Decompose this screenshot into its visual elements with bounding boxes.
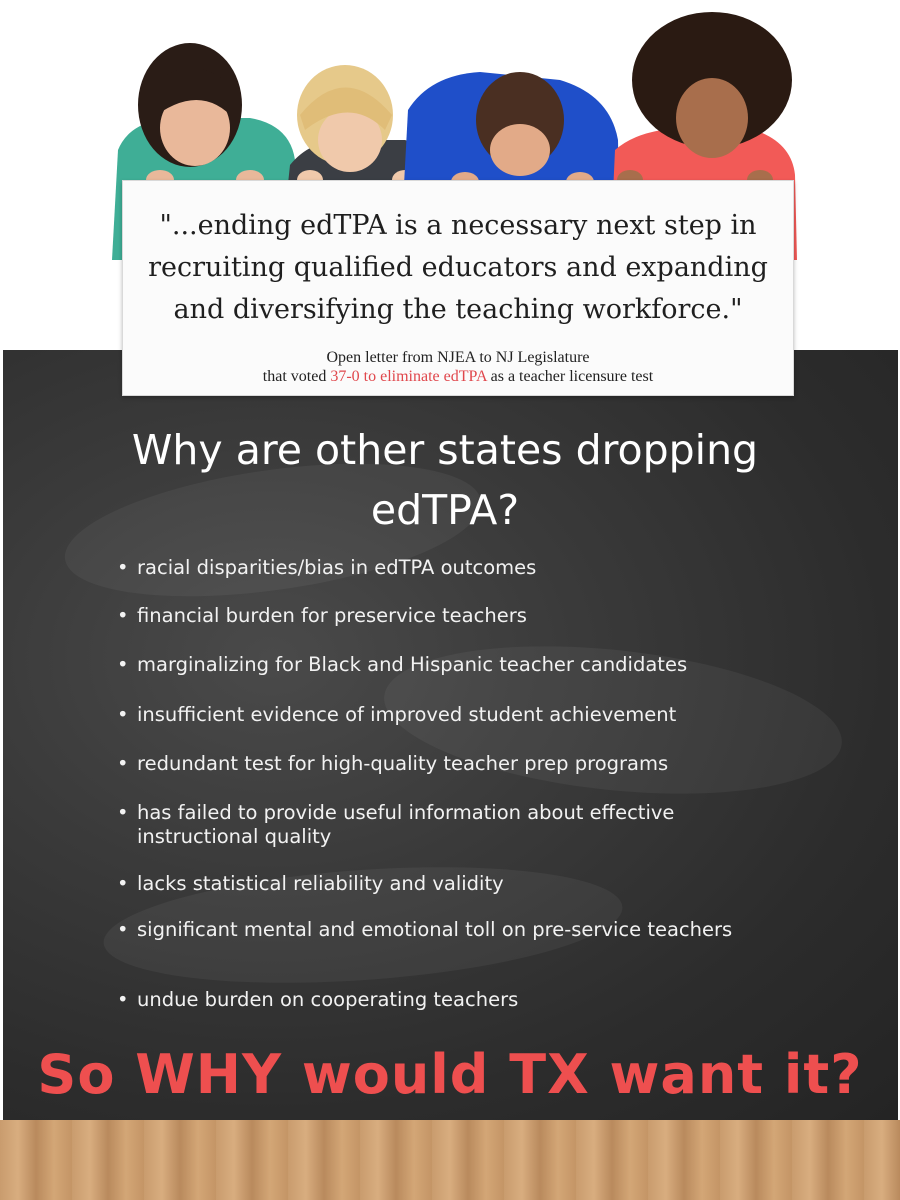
quote-source [123,348,793,386]
quote-sign [122,180,794,396]
reason-item: • redundant test for high-quality teacher prep programs [115,752,837,776]
vote-highlight: 37-0 to eliminate edTPA [330,368,487,385]
reason-item: • undue burden on cooperating teachers [115,988,837,1012]
closing-question: So WHY would TX want it? [37,1043,863,1106]
heading-line-2: edTPA? [370,486,520,534]
reason-item: • financial burden for preservice teachers [115,604,837,628]
heading-line-1: Why are other states dropping [131,426,759,474]
source-line-1: Open letter from NJEA to NJ Legislature [326,349,590,366]
reason-item: • marginalizing for Black and Hispanic teacher candidates [115,653,837,677]
quote-text: "...ending edTPA is a necessary next step in recruiting qualified educators and expanding and diversifying the teaching workforce." [148,210,768,325]
reason-item: • lacks statistical reliability and validity [115,872,837,896]
reason-item: • has failed to provide useful information about effective instructional quality [115,801,777,849]
reason-item: • significant mental and emotional toll on pre-service teachers [115,918,737,942]
source-line-2-prefix: that voted [262,368,331,385]
source-line-2-suffix: as a teacher licensure test [486,368,654,385]
reason-item: • racial disparities/bias in edTPA outcomes [115,556,837,580]
wooden-floor [0,1120,900,1200]
reason-item: • insufficient evidence of improved student achievement [115,703,837,727]
page-heading [60,420,830,540]
